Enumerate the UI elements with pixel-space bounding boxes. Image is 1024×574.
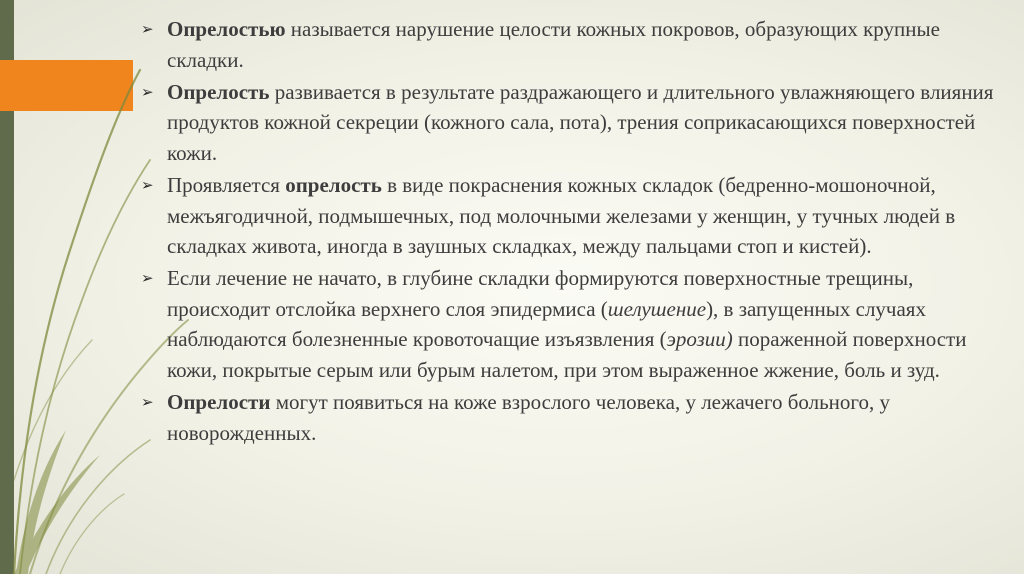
italic-term: шелушение <box>607 296 707 321</box>
item-text: развивается в результате раздражающего и длительного увлажняющего влияния продуктов кожной секреции (кожного сала, пота), трения соприкасающихся поверхностей кожи. <box>167 79 994 165</box>
list-item <box>133 77 1003 169</box>
arrow-bullet-icon: ➢ <box>141 20 154 38</box>
list-item <box>133 14 1003 75</box>
item-text-mid: ), в запущенных случаях наблюдаются болезненные кровоточащие изъязвления ( <box>167 296 926 352</box>
term: опрелость <box>285 172 382 197</box>
list-item <box>133 170 1003 262</box>
item-text: могут появиться на коже взрослого человека, у лежачего больного, у новорожденных. <box>167 390 891 445</box>
item-text: в виде покраснения кожных складок (бедренно-мошоночной, межъягодичной, подмышечных, под молочными железами у женщин, у тучных людей в складках живота, иногда в заушных складках, между пальцами стоп и кистей). <box>167 172 956 259</box>
arrow-bullet-icon: ➢ <box>141 269 154 288</box>
italic-term: эрозии) <box>666 327 733 352</box>
item-text-post: пораженной поверхности кожи, покрытые серым или бурым налетом, при этом выраженное жжение, боль и зуд. <box>167 327 967 383</box>
term: Опрелости <box>167 390 271 415</box>
item-text-pre: Если лечение не начато, в глубине складки формируются поверхностные трещины, происходит отслойка верхнего слоя эпидермиса ( <box>167 266 914 321</box>
item-text: называется нарушение целости кожных покровов, образующих крупные складки. <box>167 17 940 72</box>
bullet-list <box>133 14 1003 450</box>
arrow-bullet-icon: ➢ <box>141 82 154 101</box>
item-text-pre: Проявляется <box>167 172 286 197</box>
arrow-bullet-icon: ➢ <box>141 175 154 194</box>
term: Опрелость <box>167 79 270 104</box>
list-item <box>133 263 1003 385</box>
list-item <box>133 387 1003 448</box>
arrow-bullet-icon: ➢ <box>141 393 154 412</box>
term: Опрелостью <box>167 17 286 41</box>
